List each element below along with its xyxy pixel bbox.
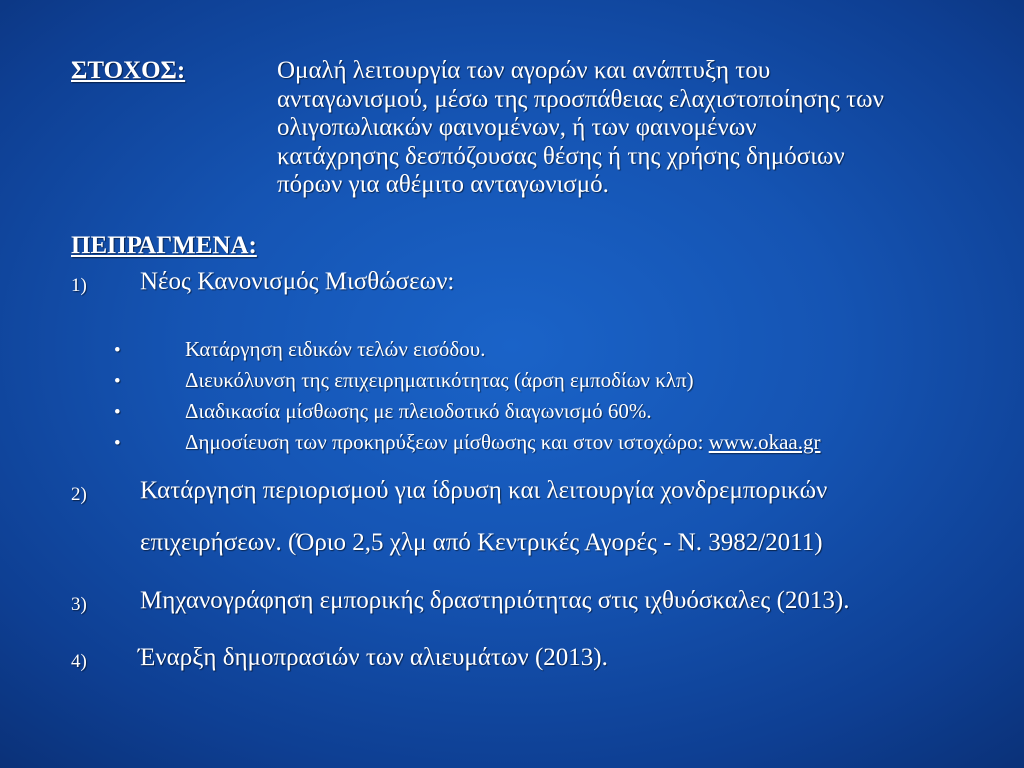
- bullet-text: Δημοσίευση των προκηρύξεων μίσθωσης και στον ιστοχώρο:: [185, 430, 709, 454]
- objective-line: πόρων για αθέμιτο ανταγωνισμό.: [277, 171, 609, 198]
- objective-heading: ΣΤΟΧΟΣ:: [71, 57, 186, 84]
- bullet-symbol: •: [114, 371, 121, 392]
- item-number-4: 4): [71, 651, 87, 672]
- bullet-text-with-link: [185, 430, 820, 455]
- website-link[interactable]: www.okaa.gr: [708, 430, 821, 454]
- bullet-symbol: •: [114, 433, 121, 454]
- item-number-1: 1): [71, 275, 87, 296]
- item-text-1: Νέος Κανονισμός Μισθώσεων:: [140, 268, 455, 295]
- objective-text: [277, 57, 884, 200]
- item-text-4: Έναρξη δημοπρασιών των αλιευμάτων (2013).: [138, 644, 608, 671]
- bullet-text: Κατάργηση ειδικών τελών εισόδου.: [185, 337, 486, 361]
- bullet-text: Διευκόλυνση της επιχειρηματικότητας (άρση εμποδίων κλπ): [185, 368, 694, 392]
- objective-line: ολιγοπωλιακών φαινομένων, ή των φαινομένων: [277, 114, 757, 141]
- bullet-symbol: •: [114, 402, 121, 423]
- objective-line: Ομαλή λειτουργία των αγορών και ανάπτυξη του: [277, 57, 771, 84]
- objective-line: ανταγωνισμού, μέσω της προσπάθειας ελαχιστοποίησης των: [277, 85, 884, 113]
- item-number-3: 3): [71, 594, 87, 615]
- bullet-text: Διαδικασία μίσθωσης με πλειοδοτικό διαγωνισμό 60%.: [185, 399, 652, 423]
- objective-line: κατάχρησης δεσπόζουσας θέσης ή της χρήσης δημόσιων: [277, 142, 845, 170]
- item-text-2-line2: επιχειρήσεων. (Όριο 2,5 χλμ από Κεντρικές Αγορές - Ν. 3982/2011): [140, 529, 823, 556]
- achievements-heading: ΠΕΠΡΑΓΜΕΝΑ:: [71, 232, 257, 259]
- item-text-3: Μηχανογράφηση εμπορικής δραστηριότητας στις ιχθυόσκαλες (2013).: [140, 587, 850, 614]
- item-number-2: 2): [71, 484, 87, 505]
- bullet-symbol: •: [114, 340, 121, 361]
- item-text-2-line1: Κατάργηση περιορισμού για ίδρυση και λειτουργία χονδρεμπορικών: [140, 477, 828, 504]
